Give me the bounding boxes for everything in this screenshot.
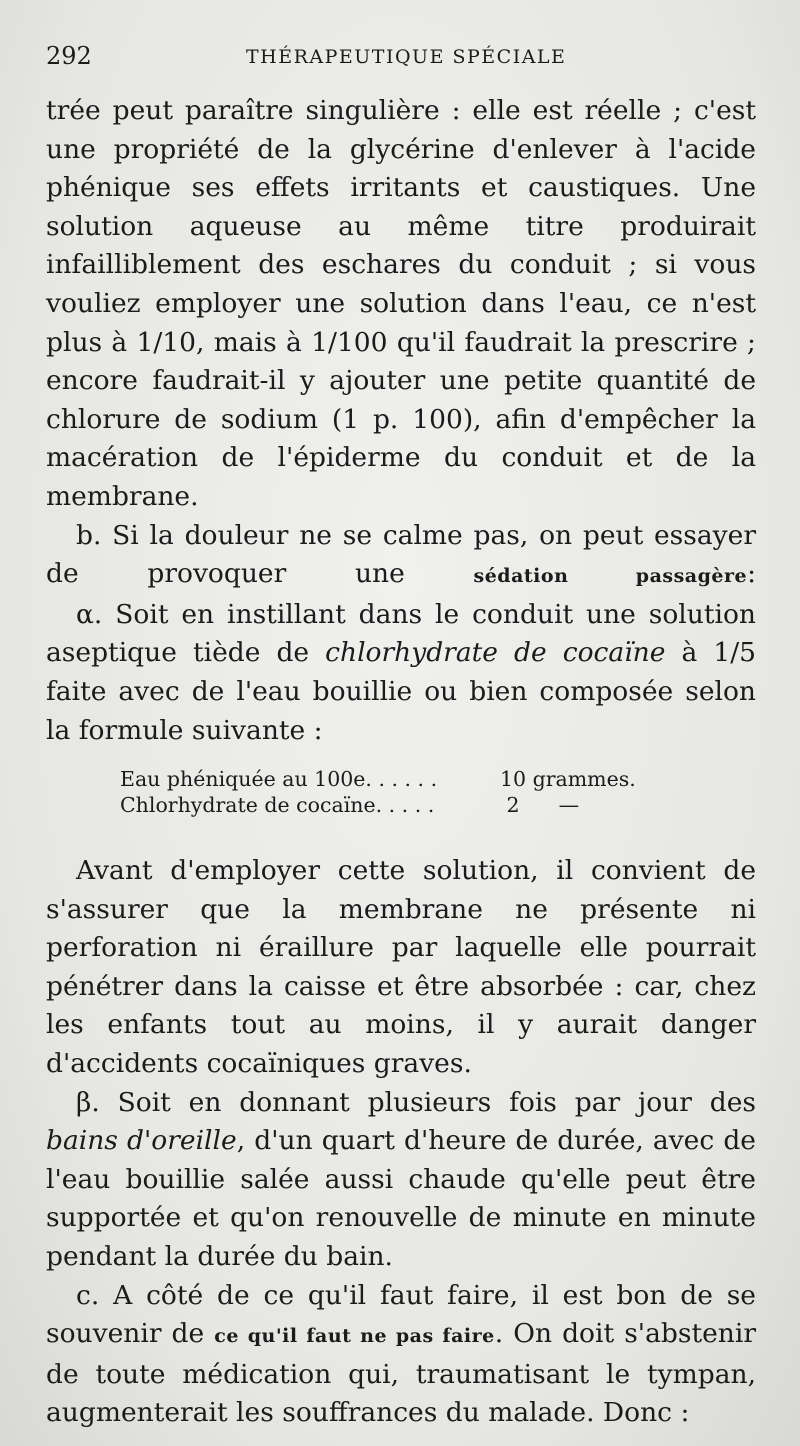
sedation-tail: : [747, 558, 756, 590]
paragraph-sedation [46, 517, 756, 596]
cocaine-lead: α. Soit en instillant dans le conduit une solution aseptique tiède de [46, 598, 756, 669]
formula-row [120, 766, 720, 792]
bains-lead: β. Soit en donnant plusieurs fois par jour des [76, 1086, 756, 1118]
abstention-tail: . On doit s'abstenir de toute médication qui, traumatisant le tympan, augmenterait les souffrances du malade. Donc : [46, 1318, 756, 1429]
bains-emphasis: bains d'oreille [46, 1125, 237, 1157]
abstention-lead: c. A côté de ce qu'il faut faire, il est bon de se souvenir de [46, 1279, 756, 1350]
paragraph-glycerine: trée peut paraître singulière : elle est réelle ; c'est une propriété de la glycérine d'enlever à l'acide phénique ses effets irritants et caustiques. Une solution aqueuse au même titre produirait infailliblement des eschares du conduit ; si vous vouliez employer une solution dans l'eau, ce n'est plus à 1/10, mais à 1/100 qu'il faudrait la prescrire ; encore faudrait-il y ajouter une petite quantité de chlorure de sodium (1 p. 100), afin d'empêcher la macération de l'épiderme du conduit et de la membrane. [46, 95, 756, 512]
formula-ingredient: Chlorhydrate de cocaïne. . . . . [120, 793, 435, 818]
formula-quantity: 2 — [500, 793, 580, 818]
paragraph-cocaine [46, 596, 756, 750]
page-number: 292 [46, 42, 92, 70]
cocaine-tail: à 1/5 faite avec de l'eau bouillie ou bien composée selon la formule suivante : [46, 637, 756, 746]
paragraph-precaution: Avant d'employer cette solution, il convient de s'assurer que la membrane ne présente ni perforation ni éraillure par laquelle elle pourrait pénétrer dans la caisse et être absorbée : car, chez les enfants tout au moins, il y aurait danger d'accidents cocaïniques graves. [46, 855, 756, 1080]
cocaine-emphasis: chlorhydrate de cocaïne [325, 637, 666, 669]
body-text [46, 92, 756, 1433]
paragraph-abstention [46, 1277, 756, 1433]
paragraph-bains [46, 1084, 756, 1277]
sedation-emphasis: sédation passagère [473, 565, 748, 588]
sedation-lead: b. Si la douleur ne se calme pas, on peut essayer de provoquer une [46, 519, 756, 590]
running-head [46, 42, 758, 72]
abstention-emphasis: ce qu'il faut ne pas faire [214, 1325, 495, 1348]
running-title: THÉRAPEUTIQUE SPÉCIALE [246, 46, 567, 68]
formula-block [120, 766, 720, 818]
formula-ingredient: Eau phéniquée au 100e. . . . . . [120, 767, 438, 792]
formula-row [120, 792, 720, 818]
formula-quantity: 10 grammes. [500, 767, 636, 792]
bains-tail: , d'un quart d'heure de durée, avec de l'eau bouillie salée aussi chaude qu'elle peut être supportée et qu'on renouvelle de minute en minute pendant la durée du bain. [46, 1125, 756, 1273]
